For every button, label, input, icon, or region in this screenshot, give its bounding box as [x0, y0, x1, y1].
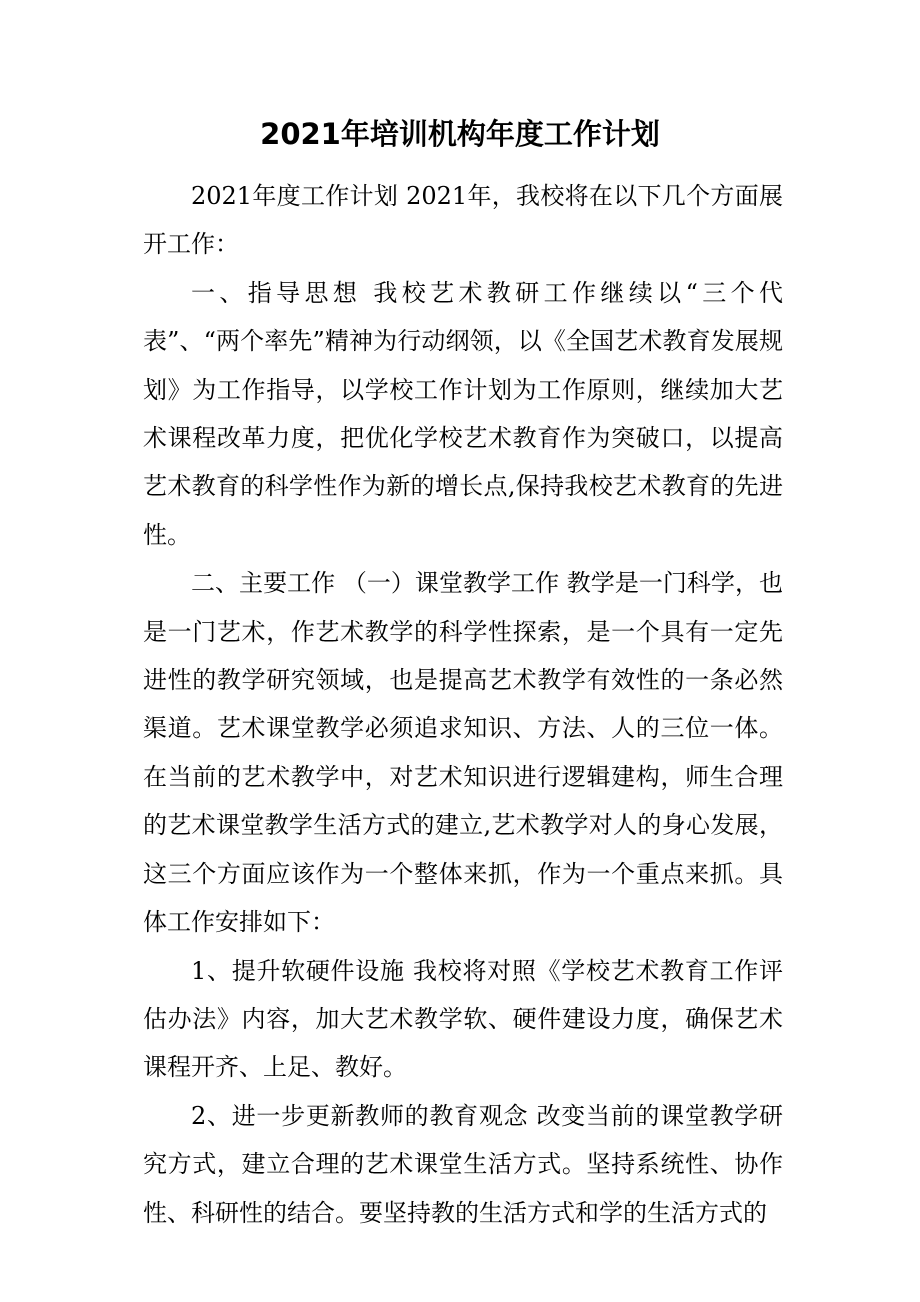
paragraph-intro: 2021年度工作计划 2021年，我校将在以下几个方面展开工作：	[143, 182, 783, 259]
paragraph-teaching-concepts: 2、进一步更新教师的教育观念 改变当前的课堂教学研究方式，建立合理的艺术课堂生活方式。坚持系统性、协作性、科研性的结合。要坚持教的生活方式和学的生活方式的	[143, 1101, 783, 1227]
document-title: 2021年培训机构年度工作计划	[260, 117, 660, 151]
paragraph-main-work: 二、主要工作 （一）课堂教学工作 教学是一门科学，也是一门艺术，作艺术教学的科学性探索，是一个具有一定先进性的教学研究领域，也是提高艺术教学有效性的一条必然渠道。艺术课堂教学必须追求知识、方法、人的三位一体。在当前的艺术教学中，对艺术知识进行逻辑建构，师生合理的艺术课堂教学生活方式的建立,艺术教学对人的身心发展，这三个方面应该作为一个整体来抓，作为一个重点来抓。具体工作安排如下：	[143, 569, 783, 937]
document-body	[143, 172, 783, 1237]
paragraph-guiding-ideology: 一、指导思想 我校艺术教研工作继续以“三个代表”、“两个率先”精神为行动纲领，以《全国艺术教育发展规划》为工作指导，以学校工作计划为工作原则，继续加大艺术课程改革力度，把优化学校艺术教育作为突破口，以提高艺术教育的科学性作为新的增长点,保持我校艺术教育的先进性。	[143, 278, 783, 549]
paragraph-facilities: 1、提升软硬件设施 我校将对照《学校艺术教育工作评估办法》内容，加大艺术教学软、硬件建设力度，确保艺术课程开齐、上足、教好。	[143, 956, 783, 1082]
